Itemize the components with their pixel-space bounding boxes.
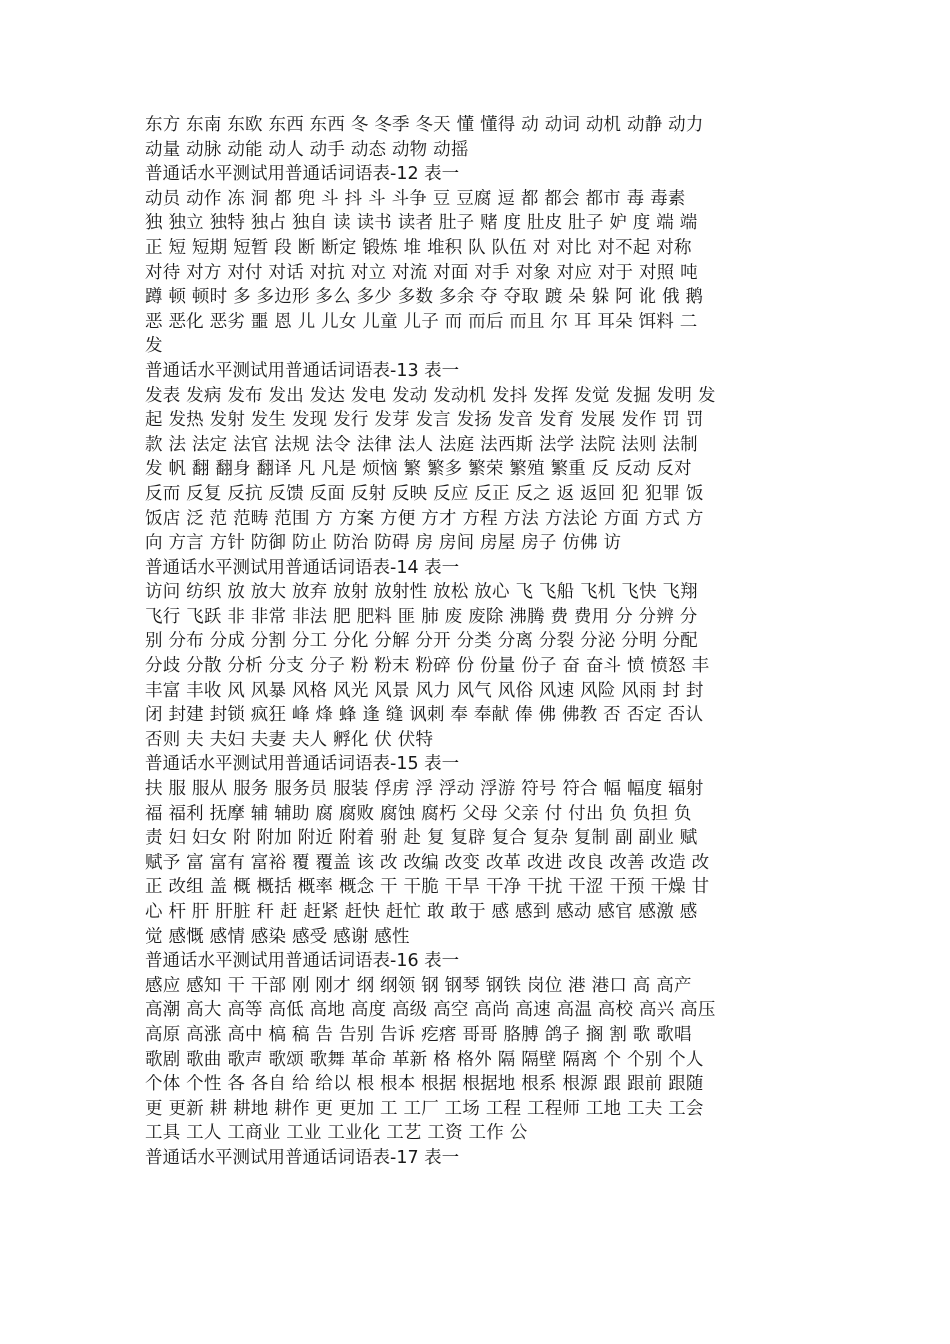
word-list-line: 别 分布 分成 分割 分工 分化 分解 分开 分类 分离 分裂 分泌 分明 分配 — [145, 631, 698, 652]
word-list-line: 分歧 分散 分析 分支 分子 粉 粉末 粉碎 份 份量 份子 奋 奋斗 愤 愤怒 丰 — [145, 656, 710, 677]
word-list-line: 个体 个性 各 各自 给 给以 根 根本 根据 根据地 根系 根源 跟 跟前 跟随 — [145, 1074, 704, 1095]
section-heading: 普通话水平测试用普通话词语表-15 表一 — [145, 754, 460, 775]
word-list-line: 发表 发病 发布 发出 发达 发电 发动 发动机 发抖 发挥 发觉 发掘 发明 发 — [145, 385, 716, 406]
word-list-line: 向 方言 方针 防御 防止 防治 防碍 房 房间 房屋 房子 仿佛 访 — [145, 533, 622, 554]
section-heading: 普通话水平测试用普通话词语表-13 表一 — [145, 360, 460, 381]
word-list-body — [145, 113, 805, 1171]
word-list-line: 否则 夫 夫妇 夫妻 夫人 孵化 伏 伏特 — [145, 729, 434, 750]
word-list-line: 飞行 飞跃 非 非常 非法 肥 肥料 匪 肺 废 废除 沸腾 费 费用 分 分辨 分 — [145, 606, 698, 627]
word-list-line: 饭店 泛 范 范畴 范围 方 方案 方便 方才 方程 方法 方法论 方面 方式 方 — [145, 508, 704, 529]
word-list-line: 觉 感慨 感情 感染 感受 感谢 感性 — [145, 926, 410, 947]
word-list-line: 对待 对方 对付 对话 对抗 对立 对流 对面 对手 对象 对应 对于 对照 吨 — [145, 262, 698, 283]
word-list-line: 心 杆 肝 肝脏 秆 赶 赶紧 赶快 赶忙 敢 敢于 感 感到 感动 感官 感激 感 — [145, 902, 698, 922]
word-list-line: 责 妇 妇女 附 附加 附近 附着 驸 赴 复 复辟 复合 复杂 复制 副 副业 赋 — [145, 828, 698, 849]
word-list-line: 赋予 富 富有 富裕 覆 覆盖 该 改 改编 改变 改革 改进 改良 改善 改造 改 — [145, 852, 710, 873]
word-list-line: 东方 东南 东欧 东西 东西 冬 冬季 冬天 懂 懂得 动 动词 动机 动静 动力 — [145, 115, 704, 135]
word-list-line: 蹲 顿 顿时 多 多边形 多么 多少 多数 多余 夺 夺取 踱 朵 躲 阿 讹 俄 鹅 — [145, 287, 704, 308]
word-list-line: 工具 工人 工商业 工业 工业化 工艺 工资 工作 公 — [145, 1123, 528, 1144]
section-heading: 普通话水平测试用普通话词语表-16 表一 — [145, 951, 460, 972]
section-heading: 普通话水平测试用普通话词语表-12 表一 — [145, 164, 460, 185]
word-list-line: 发 帆 翻 翻身 翻译 凡 凡是 烦恼 繁 繁多 繁荣 繁殖 繁重 反 反动 反对 — [145, 459, 692, 480]
section-heading: 普通话水平测试用普通话词语表-14 表一 — [145, 557, 460, 578]
word-list-line: 扶 服 服从 服务 服务员 服装 俘虏 浮 浮动 浮游 符号 符合 幅 幅度 辐射 — [145, 779, 704, 800]
word-list-line: 丰富 丰收 风 风暴 风格 风光 风景 风力 风气 风俗 风速 风险 风雨 封 封 — [145, 680, 704, 701]
word-list-line: 起 发热 发射 发生 发现 发行 发芽 发言 发扬 发音 发育 发展 发作 罚 罚 — [145, 410, 704, 431]
word-list-line: 闭 封建 封锁 疯狂 峰 烽 蜂 逢 缝 讽刺 奉 奉献 俸 佛 佛教 否 否定 否认 — [145, 705, 704, 726]
word-list-line: 高原 高涨 高中 槁 稿 告 告别 告诉 疙瘩 哥哥 胳膊 鸽子 搁 割 歌 歌唱 — [145, 1024, 692, 1045]
word-list-line: 正 短 短期 短暂 段 断 断定 锻炼 堆 堆积 队 队伍 对 对比 对不起 对称 — [145, 237, 692, 258]
word-list-line: 福 福利 抚摩 辅 辅助 腐 腐败 腐蚀 腐朽 父母 父亲 付 付出 负 负担 负 — [145, 803, 692, 824]
word-list-line: 更 更新 耕 耕地 耕作 更 更加 工 工厂 工场 工程 工程师 工地 工夫 工会 — [145, 1098, 704, 1119]
section-heading: 普通话水平测试用普通话词语表-17 表一 — [145, 1147, 460, 1168]
word-list-line: 款 法 法定 法官 法规 法令 法律 法人 法庭 法西斯 法学 法院 法则 法制 — [145, 434, 698, 455]
word-list-line: 反而 反复 反抗 反馈 反面 反射 反映 反应 反正 反之 返 返回 犯 犯罪 饭 — [145, 483, 704, 504]
word-list-line: 正 改组 盖 概 概括 概率 概念 干 干脆 干旱 干净 干扰 干涩 干预 干燥 甘 — [145, 877, 710, 898]
word-list-line: 访问 纺织 放 放大 放弃 放射 放射性 放松 放心 飞 飞船 飞机 飞快 飞翔 — [145, 582, 698, 603]
word-list-line: 动量 动脉 动能 动人 动手 动态 动物 动摇 — [145, 139, 469, 160]
word-list-line: 发 — [145, 336, 163, 357]
word-list-line: 感应 感知 干 干部 刚 刚才 纲 纲领 钢 钢琴 钢铁 岗位 港 港口 高 高产 — [145, 975, 692, 996]
word-list-line: 独 独立 独特 独占 独自 读 读书 读者 肚子 赌 度 肚皮 肚子 妒 度 端 端 — [145, 213, 698, 234]
word-list-line: 高潮 高大 高等 高低 高地 高度 高级 高空 高尚 高速 高温 高校 高兴 高压 — [145, 1000, 716, 1021]
word-list-line: 动员 动作 冻 洞 都 兜 斗 抖 斗 斗争 豆 豆腐 逗 都 都会 都市 毒 毒素 — [145, 188, 686, 209]
word-list-line: 恶 恶化 恶劣 噩 恩 儿 儿女 儿童 儿子 而 而后 而且 尔 耳 耳朵 饵料 二 — [145, 311, 698, 332]
word-list-line: 歌剧 歌曲 歌声 歌颂 歌舞 革命 革新 格 格外 隔 隔壁 隔离 个 个别 个人 — [145, 1049, 704, 1070]
